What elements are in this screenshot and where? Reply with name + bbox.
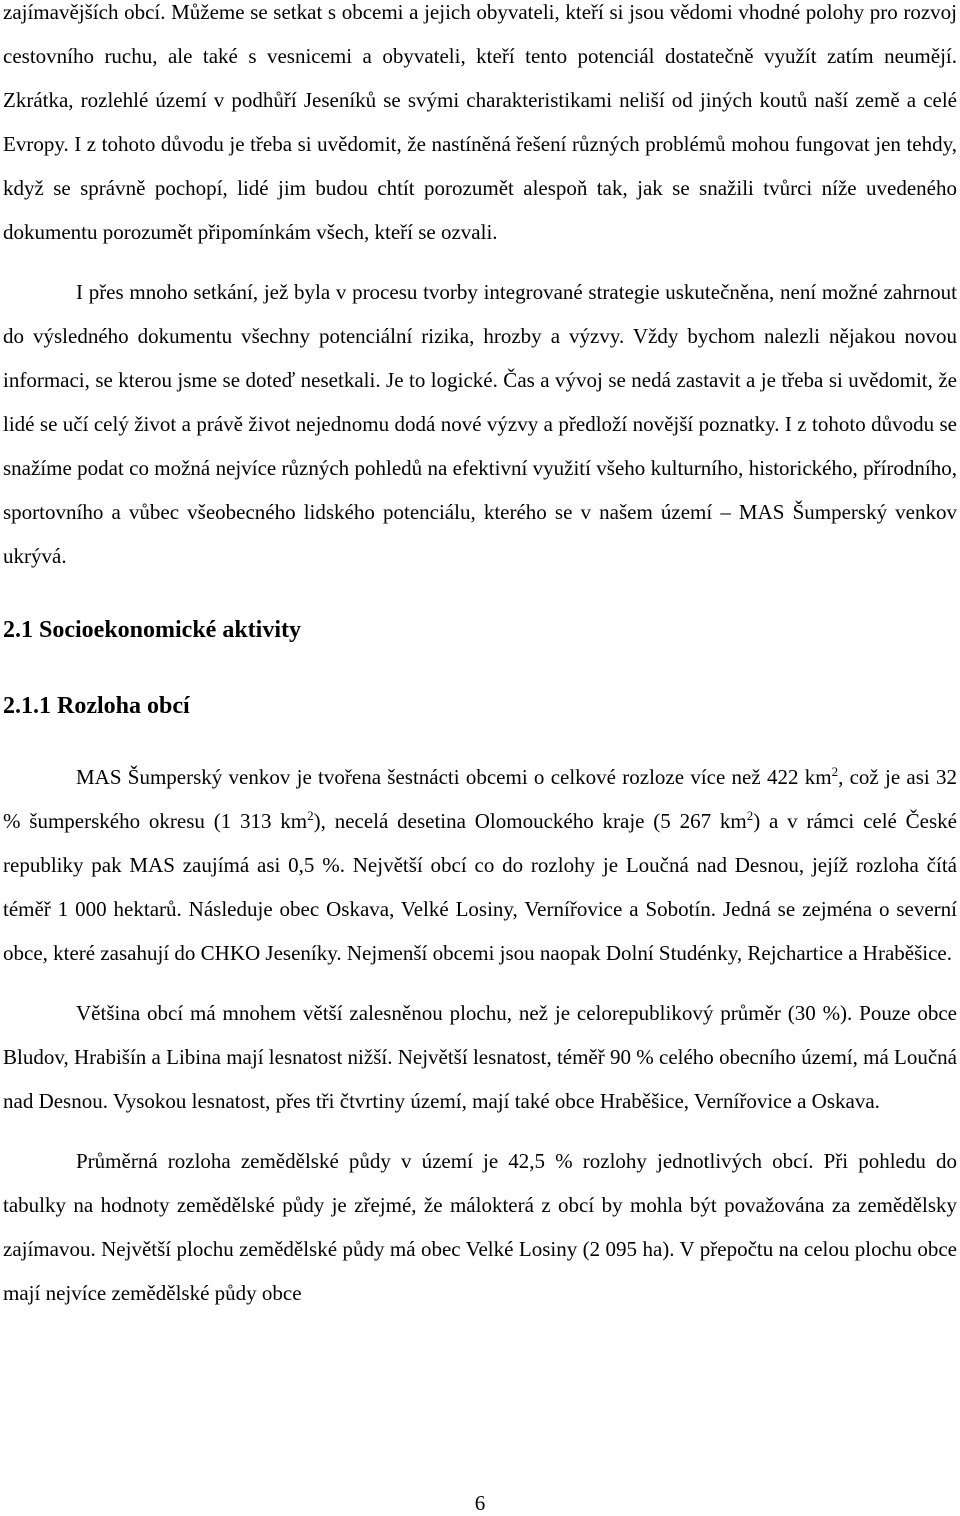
superscript: 2: [746, 808, 754, 823]
section-heading: 2.1 Socioekonomické aktivity: [3, 617, 301, 643]
text-run: , což je asi 32 % šumperského okresu (1 313 km: [3, 765, 958, 833]
document-page: [3, 0, 957, 1315]
paragraph-intro: zajímavějších obcí. Můžeme se setkat s obcemi a jejich obyvateli, kteří si jsou vědomi vhodné polohy pro rozvoj cestovního ruchu, ale také s vesnicemi a obyvateli, kteří tento potenciál dostatečně využít zatím neumějí. Zkrátka, rozlehlé území v podhůří Jeseníků se svými charakteristikami neliší od jiných koutů naší země a celé Evropy. I z tohoto důvodu je třeba si uvědomit, že nastíněná řešení různých problémů mohou fungovat jen tehdy, když se správně pochopí, lidé jim budou chtít porozumět alespoň tak, jak se snažili tvůrci níže uvedeného dokumentu porozumět připomínkám všech, kteří se ozvali.: [3, 0, 957, 244]
paragraph-meetings: I přes mnoho setkání, jež byla v procesu tvorby integrované strategie uskutečněna, není možné zahrnout do výsledného dokumentu všechny potenciální rizika, hrozby a výzvy. Vždy bychom nalezli nějakou novou informaci, se kterou jsme se doteď nesetkali. Je to logické. Čas a vývoj se nedá zastavit a je třeba si uvědomit, že lidé se učí celý život a právě život nejednomu dodá nové výzvy a předloží novější poznatky. I z tohoto důvodu se snažíme podat co možná nejvíce různých pohledů na efektivní využití všeho kulturního, historického, přírodního, sportovního a vůbec všeobecného lidského potenciálu, kterého se v našem území – MAS Šumperský venkov ukrývá.: [3, 280, 957, 568]
paragraph-area: [3, 755, 957, 975]
text-run: ), necelá desetina Olomouckého kraje (5 267 km: [313, 809, 747, 833]
text-run: ) a v rámci celé České republiky pak MAS zaujímá asi 0,5 %. Největší obcí co do rozlohy je Loučná nad Desnou, jejíž rozloha čítá téměř 1 000 hektarů. Následuje obec Oskava, Velké Losiny, Vernířovice a Sobotín. Jedná se zejména o severní obce, které zasahují do CHKO Jeseníky. Nejmenší obcemi jsou naopak Dolní Studénky, Rejchartice a Hraběšice.: [3, 809, 957, 965]
superscript: 2: [831, 764, 839, 779]
paragraph-agriculture: Průměrná rozloha zemědělské půdy v území je 42,5 % rozlohy jednotlivých obcí. Při pohledu do tabulky na hodnoty zemědělské půdy je zřejmé, že málokterá z obcí by mohla být považována za zemědělsky zajímavou. Největší plochu zemědělské půdy má obec Velké Losiny (2 095 ha). V přepočtu na celou plochu obce mají nejvíce zemědělské půdy obce: [3, 1149, 957, 1305]
superscript: 2: [307, 808, 314, 823]
text-run: MAS Šumperský venkov je tvořena šestnácti obcemi o celkové rozloze více než 422 km: [76, 765, 832, 789]
subsection-heading: 2.1.1 Rozloha obcí: [3, 693, 190, 719]
paragraph-forests: Většina obcí má mnohem větší zalesněnou plochu, než je celorepublikový průměr (30 %). Pouze obce Bludov, Hrabišín a Libina mají lesnatost nižší. Největší lesnatost, téměř 90 % celého obecního území, má Loučná nad Desnou. Vysokou lesnatost, přes tři čtvrtiny území, mají také obce Hraběšice, Vernířovice a Oskava.: [3, 1001, 957, 1113]
page-number: 6: [474, 1491, 486, 1515]
